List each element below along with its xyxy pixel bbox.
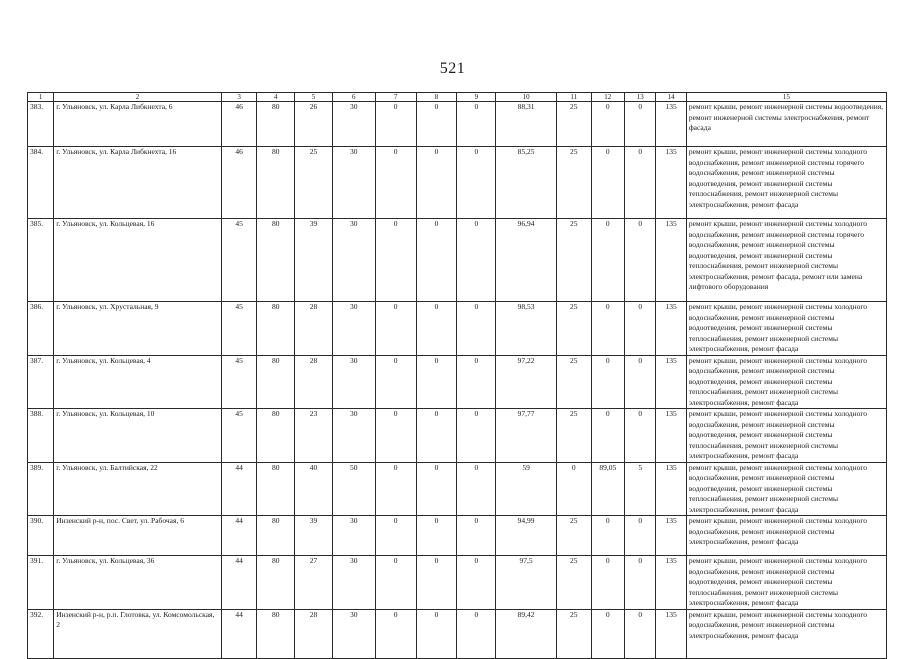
value-cell-col-9: 0 xyxy=(457,516,496,556)
column-number-5: 5 xyxy=(295,93,333,102)
value-cell-col-8: 0 xyxy=(416,409,457,463)
address-cell: г. Ульяновск, ул. Кольцевая, 4 xyxy=(54,355,222,409)
value-cell-col-10: 89,42 xyxy=(496,609,557,658)
address-cell: г. Ульяновск, ул. Хрустальная, 9 xyxy=(54,302,222,356)
page-number: 521 xyxy=(439,60,466,77)
value-cell-col-6: 30 xyxy=(332,556,375,610)
value-cell-col-7: 0 xyxy=(375,516,416,556)
value-cell-col-3: 46 xyxy=(221,102,257,147)
address-cell: г. Ульяновск, ул. Кольцевая, 10 xyxy=(54,409,222,463)
table-row xyxy=(28,355,887,409)
value-cell-col-6: 50 xyxy=(332,462,375,516)
value-cell-col-13: 0 xyxy=(625,409,656,463)
value-cell-col-5: 26 xyxy=(295,102,333,147)
repair-works-cell: ремонт крыши, ремонт инженерной системы холодного водоснабжения, ремонт инженерной системы водоотведения, ремонт инженерной системы теплоснабжения, ремонт инженерной системы электроснабжения, ремонт фасада xyxy=(686,355,886,409)
address-cell: г. Ульяновск, ул. Кольцевая, 36 xyxy=(54,556,222,610)
value-cell-col-14: 135 xyxy=(656,302,686,356)
value-cell-col-14: 135 xyxy=(656,516,686,556)
value-cell-col-10: 59 xyxy=(496,462,557,516)
value-cell-col-12: 0 xyxy=(591,609,625,658)
value-cell-col-5: 25 xyxy=(295,147,333,219)
row-number: 392. xyxy=(28,609,54,658)
value-cell-col-8: 0 xyxy=(416,516,457,556)
row-number: 385. xyxy=(28,219,54,302)
value-cell-col-10: 85,25 xyxy=(496,147,557,219)
repair-works-cell: ремонт крыши, ремонт инженерной системы холодного водоснабжения, ремонт инженерной системы водоотведения, ремонт инженерной системы теплоснабжения, ремонт инженерной системы электроснабжения, ремонт фасада xyxy=(686,409,886,463)
value-cell-col-8: 0 xyxy=(416,147,457,219)
address-cell: г. Ульяновск, ул. Кольцевая, 16 xyxy=(54,219,222,302)
value-cell-col-7: 0 xyxy=(375,556,416,610)
row-number: 389. xyxy=(28,462,54,516)
value-cell-col-12: 0 xyxy=(591,147,625,219)
value-cell-col-10: 97,5 xyxy=(496,556,557,610)
value-cell-col-3: 45 xyxy=(221,355,257,409)
value-cell-col-9: 0 xyxy=(457,219,496,302)
column-number-7: 7 xyxy=(375,93,416,102)
column-number-10: 10 xyxy=(496,93,557,102)
column-number-2: 2 xyxy=(54,93,222,102)
value-cell-col-14: 135 xyxy=(656,355,686,409)
value-cell-col-11: 25 xyxy=(556,609,591,658)
value-cell-col-8: 0 xyxy=(416,102,457,147)
value-cell-col-6: 30 xyxy=(332,302,375,356)
repair-works-cell: ремонт крыши, ремонт инженерной системы холодного водоснабжения, ремонт инженерной системы электроснабжения, ремонт фасада xyxy=(686,516,886,556)
table-row xyxy=(28,609,887,658)
row-number: 391. xyxy=(28,556,54,610)
value-cell-col-10: 96,94 xyxy=(496,219,557,302)
value-cell-col-13: 0 xyxy=(625,147,656,219)
value-cell-col-7: 0 xyxy=(375,609,416,658)
column-number-14: 14 xyxy=(656,93,686,102)
value-cell-col-4: 80 xyxy=(257,102,295,147)
column-number-12: 12 xyxy=(591,93,625,102)
value-cell-col-12: 0 xyxy=(591,302,625,356)
value-cell-col-12: 0 xyxy=(591,355,625,409)
table-row xyxy=(28,462,887,516)
column-number-9: 9 xyxy=(457,93,496,102)
value-cell-col-6: 30 xyxy=(332,355,375,409)
value-cell-col-5: 28 xyxy=(295,302,333,356)
value-cell-col-9: 0 xyxy=(457,302,496,356)
value-cell-col-11: 25 xyxy=(556,302,591,356)
value-cell-col-9: 0 xyxy=(457,556,496,610)
value-cell-col-6: 30 xyxy=(332,409,375,463)
table-row xyxy=(28,219,887,302)
value-cell-col-3: 44 xyxy=(221,609,257,658)
value-cell-col-13: 0 xyxy=(625,302,656,356)
value-cell-col-8: 0 xyxy=(416,556,457,610)
value-cell-col-5: 28 xyxy=(295,609,333,658)
table-row xyxy=(28,302,887,356)
value-cell-col-4: 80 xyxy=(257,302,295,356)
table-row xyxy=(28,409,887,463)
value-cell-col-11: 25 xyxy=(556,556,591,610)
row-number: 388. xyxy=(28,409,54,463)
value-cell-col-3: 45 xyxy=(221,409,257,463)
value-cell-col-7: 0 xyxy=(375,409,416,463)
value-cell-col-9: 0 xyxy=(457,355,496,409)
value-cell-col-14: 135 xyxy=(656,219,686,302)
value-cell-col-12: 0 xyxy=(591,516,625,556)
column-number-8: 8 xyxy=(416,93,457,102)
value-cell-col-8: 0 xyxy=(416,462,457,516)
value-cell-col-7: 0 xyxy=(375,462,416,516)
value-cell-col-7: 0 xyxy=(375,302,416,356)
value-cell-col-10: 94,99 xyxy=(496,516,557,556)
repair-works-cell: ремонт крыши, ремонт инженерной системы холодного водоснабжения, ремонт инженерной системы водоотведения, ремонт инженерной системы теплоснабжения, ремонт инженерной системы электроснабжения, ремонт фасада xyxy=(686,302,886,356)
value-cell-col-12: 89,05 xyxy=(591,462,625,516)
value-cell-col-9: 0 xyxy=(457,462,496,516)
value-cell-col-5: 39 xyxy=(295,219,333,302)
value-cell-col-11: 0 xyxy=(556,462,591,516)
value-cell-col-6: 30 xyxy=(332,516,375,556)
value-cell-col-7: 0 xyxy=(375,355,416,409)
value-cell-col-14: 135 xyxy=(656,556,686,610)
value-cell-col-8: 0 xyxy=(416,609,457,658)
address-cell: г. Ульяновск, ул. Карла Либкнехта, 6 xyxy=(54,102,222,147)
value-cell-col-11: 25 xyxy=(556,147,591,219)
value-cell-col-9: 0 xyxy=(457,409,496,463)
value-cell-col-4: 80 xyxy=(257,609,295,658)
table-row xyxy=(28,516,887,556)
value-cell-col-10: 88,31 xyxy=(496,102,557,147)
value-cell-col-11: 25 xyxy=(556,516,591,556)
value-cell-col-5: 40 xyxy=(295,462,333,516)
value-cell-col-4: 80 xyxy=(257,219,295,302)
value-cell-col-14: 135 xyxy=(656,409,686,463)
value-cell-col-3: 45 xyxy=(221,302,257,356)
value-cell-col-14: 135 xyxy=(656,609,686,658)
repair-works-cell: ремонт крыши, ремонт инженерной системы холодного водоснабжения, ремонт инженерной системы горячего водоснабжения, ремонт инженерной системы водоотведения, ремонт инженерной системы теплоснабжения, ремонт инженерной системы электроснабжения, ремонт фасада xyxy=(686,147,886,219)
value-cell-col-11: 25 xyxy=(556,409,591,463)
value-cell-col-3: 44 xyxy=(221,556,257,610)
value-cell-col-5: 23 xyxy=(295,409,333,463)
value-cell-col-11: 25 xyxy=(556,219,591,302)
table-body xyxy=(28,102,887,659)
value-cell-col-12: 0 xyxy=(591,556,625,610)
table-row xyxy=(28,556,887,610)
value-cell-col-4: 80 xyxy=(257,409,295,463)
value-cell-col-4: 80 xyxy=(257,147,295,219)
value-cell-col-13: 0 xyxy=(625,219,656,302)
value-cell-col-6: 30 xyxy=(332,102,375,147)
row-number: 390. xyxy=(28,516,54,556)
value-cell-col-14: 135 xyxy=(656,462,686,516)
value-cell-col-10: 97,77 xyxy=(496,409,557,463)
value-cell-col-3: 44 xyxy=(221,462,257,516)
value-cell-col-12: 0 xyxy=(591,409,625,463)
value-cell-col-4: 80 xyxy=(257,516,295,556)
value-cell-col-5: 28 xyxy=(295,355,333,409)
value-cell-col-4: 80 xyxy=(257,556,295,610)
table-row xyxy=(28,102,887,147)
row-number: 386. xyxy=(28,302,54,356)
address-cell: Инзенский р-н, пос. Свет, ул. Рабочая, 6 xyxy=(54,516,222,556)
column-number-6: 6 xyxy=(332,93,375,102)
column-number-row xyxy=(28,93,887,102)
column-number-11: 11 xyxy=(556,93,591,102)
address-cell: г. Ульяновск, ул. Балтийская, 22 xyxy=(54,462,222,516)
repair-works-cell: ремонт крыши, ремонт инженерной системы холодного водоснабжения, ремонт инженерной системы водоотведения, ремонт инженерной системы теплоснабжения, ремонт инженерной системы электроснабжения, ремонт фасада xyxy=(686,462,886,516)
value-cell-col-13: 0 xyxy=(625,556,656,610)
repair-works-cell: ремонт крыши, ремонт инженерной системы водоотведения, ремонт инженерной системы электроснабжения, ремонт фасада xyxy=(686,102,886,147)
value-cell-col-4: 80 xyxy=(257,355,295,409)
value-cell-col-13: 0 xyxy=(625,516,656,556)
value-cell-col-13: 0 xyxy=(625,609,656,658)
column-number-1: 1 xyxy=(28,93,54,102)
value-cell-col-8: 0 xyxy=(416,355,457,409)
value-cell-col-3: 45 xyxy=(221,219,257,302)
value-cell-col-10: 97,22 xyxy=(496,355,557,409)
value-cell-col-9: 0 xyxy=(457,147,496,219)
column-number-15: 15 xyxy=(686,93,886,102)
address-cell: Инзенский р-н, р.п. Глотовка, ул. Комсомольская, 2 xyxy=(54,609,222,658)
row-number: 387. xyxy=(28,355,54,409)
value-cell-col-7: 0 xyxy=(375,147,416,219)
row-number: 383. xyxy=(28,102,54,147)
value-cell-col-13: 0 xyxy=(625,355,656,409)
address-cell: г. Ульяновск, ул. Карла Либкнехта, 16 xyxy=(54,147,222,219)
repair-registry-table xyxy=(27,92,887,659)
value-cell-col-8: 0 xyxy=(416,302,457,356)
value-cell-col-5: 39 xyxy=(295,516,333,556)
value-cell-col-12: 0 xyxy=(591,219,625,302)
column-number-4: 4 xyxy=(257,93,295,102)
value-cell-col-8: 0 xyxy=(416,219,457,302)
table-row xyxy=(28,147,887,219)
value-cell-col-7: 0 xyxy=(375,102,416,147)
column-number-13: 13 xyxy=(625,93,656,102)
value-cell-col-13: 0 xyxy=(625,102,656,147)
value-cell-col-9: 0 xyxy=(457,609,496,658)
value-cell-col-6: 30 xyxy=(332,609,375,658)
row-number: 384. xyxy=(28,147,54,219)
value-cell-col-12: 0 xyxy=(591,102,625,147)
repair-works-cell: ремонт крыши, ремонт инженерной системы холодного водоснабжения, ремонт инженерной системы водоотведения, ремонт инженерной системы теплоснабжения, ремонт инженерной системы электроснабжения, ремонт фасада xyxy=(686,556,886,610)
value-cell-col-6: 30 xyxy=(332,219,375,302)
value-cell-col-13: 5 xyxy=(625,462,656,516)
value-cell-col-10: 98,53 xyxy=(496,302,557,356)
value-cell-col-5: 27 xyxy=(295,556,333,610)
value-cell-col-4: 80 xyxy=(257,462,295,516)
value-cell-col-3: 44 xyxy=(221,516,257,556)
value-cell-col-14: 135 xyxy=(656,147,686,219)
value-cell-col-11: 25 xyxy=(556,102,591,147)
value-cell-col-6: 30 xyxy=(332,147,375,219)
value-cell-col-11: 25 xyxy=(556,355,591,409)
value-cell-col-3: 46 xyxy=(221,147,257,219)
column-number-3: 3 xyxy=(221,93,257,102)
value-cell-col-7: 0 xyxy=(375,219,416,302)
value-cell-col-14: 135 xyxy=(656,102,686,147)
value-cell-col-9: 0 xyxy=(457,102,496,147)
repair-works-cell: ремонт крыши, ремонт инженерной системы холодного водоснабжения, ремонт инженерной системы электроснабжения, ремонт фасада xyxy=(686,609,886,658)
repair-works-cell: ремонт крыши, ремонт инженерной системы холодного водоснабжения, ремонт инженерной системы горячего водоснабжения, ремонт инженерной системы водоотведения, ремонт инженерной системы теплоснабжения, ремонт инженерной системы электроснабжения, ремонт фасада, ремонт или замена лифтового оборудования xyxy=(686,219,886,302)
